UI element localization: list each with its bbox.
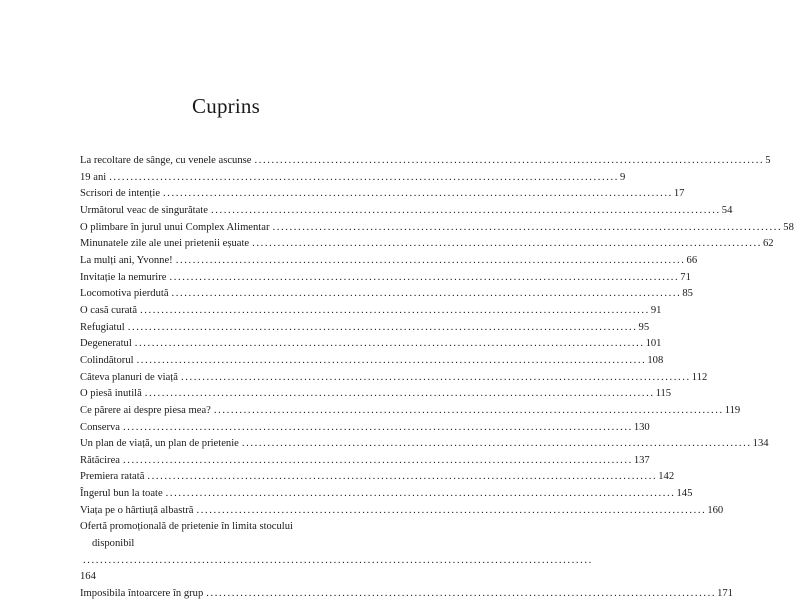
toc-entry-title: Următorul veac de singurătate — [80, 204, 208, 216]
dot-leader: ........................................................................................................................ — [123, 454, 633, 466]
toc-entry — [80, 303, 662, 320]
toc-entry-title: Rătăcirea — [80, 454, 120, 466]
toc-entry-title: La mulți ani, Yvonne! — [80, 254, 173, 266]
toc-entry-page: 112 — [691, 371, 708, 383]
dot-leader: ........................................................................................................................ — [252, 238, 762, 250]
toc-entry-title: Viața pe o hârtiuță albastră — [80, 504, 194, 516]
toc-entry-page: 160 — [707, 504, 724, 516]
page-title: Cuprins — [192, 94, 260, 118]
toc-entry-title: Locomotiva pierdută — [80, 288, 169, 300]
toc-entry — [80, 220, 794, 237]
dot-leader: ........................................................................................................................ — [147, 471, 658, 483]
dot-leader: ........................................................................................................................ — [140, 304, 650, 316]
toc-entry — [80, 236, 774, 253]
toc-entry — [80, 420, 650, 437]
toc-entry — [80, 403, 741, 420]
toc-entry-page: 134 — [752, 438, 769, 450]
toc-entry-page: 5 — [765, 155, 771, 166]
toc-entry-title: Conserva — [80, 421, 121, 433]
dot-leader: ........................................................................................................................ — [180, 371, 691, 383]
dot-leader: ........................................................................................................................ — [109, 171, 619, 183]
table-of-contents — [80, 153, 794, 603]
toc-entry — [80, 253, 698, 270]
dot-leader: ........................................................................................................................ — [171, 288, 682, 300]
toc-entry — [80, 453, 650, 470]
toc-entry-page: 85 — [682, 288, 693, 300]
toc-entry-page: 91 — [650, 304, 662, 316]
toc-entry — [80, 286, 693, 303]
toc-entry — [80, 519, 593, 586]
toc-entry-title: Colindătorul — [80, 354, 134, 366]
toc-entry-title: Scrisori de intenție — [80, 188, 161, 200]
toc-entry-title: Ofertă promoțională de prietenie în limita stocului — [80, 521, 293, 533]
dot-leader: ........................................................................................................................ — [210, 204, 721, 216]
dot-leader: ........................................................................................................................ — [196, 504, 707, 516]
toc-entry — [80, 436, 769, 453]
toc-entry-page: 66 — [686, 254, 698, 266]
toc-entry-title: Minunatele zile ale unei prietenii eșuate — [80, 238, 250, 250]
dot-leader: ........................................................................................................................ — [165, 488, 676, 500]
dot-leader: ........................................................................................................................ — [163, 188, 673, 200]
toc-entry-title: O piesă inutilă — [80, 388, 142, 400]
toc-entry-page: 108 — [647, 354, 664, 366]
toc-entry — [80, 320, 650, 337]
toc-entry — [80, 353, 664, 370]
toc-entry-title: Premiera ratată — [80, 471, 145, 483]
toc-entry-page: 95 — [638, 321, 650, 333]
toc-entry-page: 164 — [80, 571, 96, 583]
toc-entry — [80, 270, 691, 287]
toc-entry — [80, 586, 733, 603]
toc-entry — [80, 486, 693, 503]
toc-entry-title: Invitație la nemurire — [80, 271, 167, 283]
toc-entry-page: 115 — [655, 388, 672, 400]
dot-leader: ........................................................................................................................ — [144, 388, 655, 400]
toc-entry-page: 137 — [633, 454, 650, 466]
dot-leader: ........................................................................................................................ — [169, 271, 680, 283]
toc-entry-page: 142 — [658, 471, 675, 483]
toc-entry-page: 62 — [762, 238, 774, 250]
dot-leader: ........................................................................................................................ — [136, 354, 647, 366]
toc-entry-title: Refugiatul — [80, 321, 125, 333]
toc-entry-title: Ce părere ai despre piesa mea? — [80, 404, 211, 416]
toc-entry — [80, 186, 685, 203]
toc-entry — [80, 336, 662, 353]
toc-entry-title: La recoltare de sânge, cu venele ascunse — [80, 155, 252, 166]
toc-entry — [80, 370, 708, 387]
toc-entry-title: 19 ani — [80, 171, 107, 183]
toc-entry — [80, 503, 724, 520]
toc-entry-page: 171 — [717, 588, 733, 600]
toc-entry — [80, 386, 672, 403]
toc-entry-page: 58 — [783, 221, 794, 233]
dot-leader: ........................................................................................................................ — [206, 588, 717, 600]
toc-entry-page: 9 — [620, 171, 626, 183]
dot-leader: ........................................................................................................................ — [272, 221, 783, 233]
dot-leader: ........................................................................................................................ — [241, 438, 752, 450]
dot-leader: ........................................................................................................................ — [213, 404, 724, 416]
toc-entry-page: 119 — [724, 404, 741, 416]
toc-entry-page: 54 — [721, 204, 733, 216]
toc-entry-page: 71 — [680, 271, 691, 283]
toc-entry — [80, 469, 675, 486]
dot-leader: ........................................................................................................................ — [83, 554, 593, 566]
dot-leader: ........................................................................................................................ — [254, 155, 765, 166]
toc-entry-page: 145 — [676, 488, 693, 500]
toc-entry — [80, 203, 733, 220]
toc-entry-title: Câteva planuri de viață — [80, 371, 178, 383]
toc-entry-title: Îngerul bun la toate — [80, 488, 163, 500]
toc-entry-page: 130 — [633, 421, 650, 433]
toc-entry-page: 17 — [673, 188, 685, 200]
toc-entry-title-continued: disponibil — [92, 538, 135, 550]
toc-entry — [80, 153, 771, 170]
dot-leader: ........................................................................................................................ — [134, 338, 645, 350]
toc-entry-title: O plimbare în jurul unui Complex Alimentar — [80, 221, 270, 233]
dot-leader: ........................................................................................................................ — [175, 254, 686, 266]
toc-entry-title: O casă curată — [80, 304, 138, 316]
toc-entry-title: Degeneratul — [80, 338, 132, 350]
toc-entry-title: Imposibila întoarcere în grup — [80, 588, 204, 600]
toc-entry — [80, 170, 626, 187]
dot-leader: ........................................................................................................................ — [123, 421, 633, 433]
dot-leader: ........................................................................................................................ — [127, 321, 638, 333]
toc-entry-page: 101 — [645, 338, 662, 350]
toc-entry-title: Un plan de viață, un plan de prietenie — [80, 438, 239, 450]
